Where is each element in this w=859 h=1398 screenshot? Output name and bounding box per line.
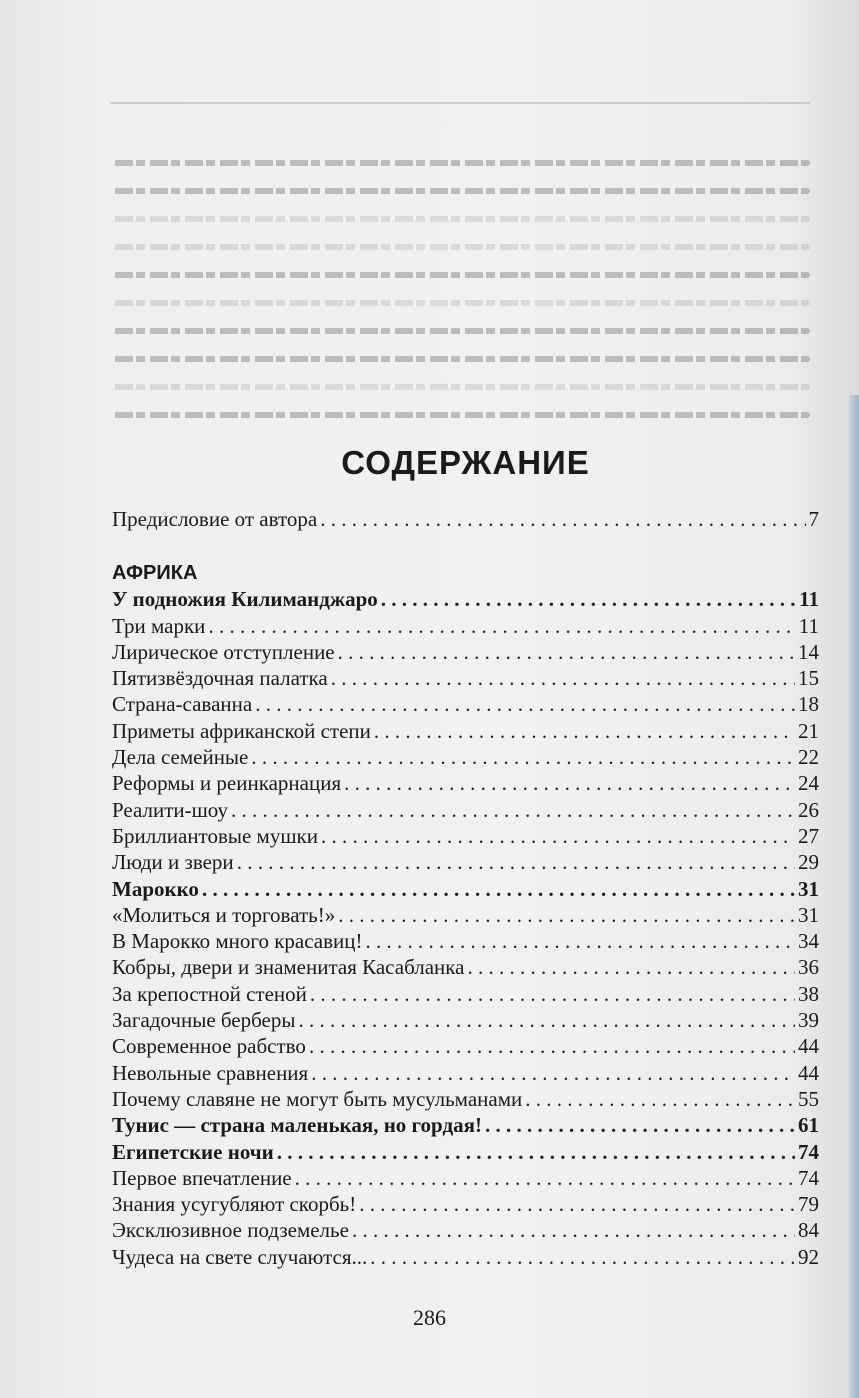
show-through-header	[110, 78, 810, 104]
toc-entry-page: 55	[798, 1086, 819, 1111]
toc-entry-title: Эксклюзивное подземелье	[112, 1218, 349, 1243]
dot-leader	[525, 1086, 795, 1112]
toc-entry-page: 7	[808, 507, 819, 531]
toc-entry-title: Предисловие от автора	[112, 507, 318, 531]
dot-leader	[231, 797, 795, 823]
toc-entry	[112, 744, 819, 770]
toc-entry-title: Знания усугубляют скорбь!	[112, 1192, 357, 1217]
toc-entry	[112, 981, 819, 1007]
dot-leader	[295, 1165, 795, 1191]
dot-leader	[311, 1060, 795, 1086]
toc-entry-title: Реалити-шоу	[112, 797, 228, 822]
toc-entry	[112, 823, 819, 849]
toc-entry-page: 27	[798, 823, 819, 848]
toc-entry-page: 29	[798, 850, 819, 875]
toc-entry	[112, 1060, 819, 1086]
toc-entry-page: 26	[798, 797, 819, 822]
dot-leader	[251, 744, 795, 770]
dot-leader	[309, 1033, 795, 1059]
section-heading-africa: АФРИКА	[112, 562, 198, 585]
toc-entry-page: 31	[798, 902, 819, 927]
toc-entry-title: Кобры, двери и знаменитая Касабланка	[112, 955, 465, 980]
toc-entry	[112, 639, 819, 665]
toc-entry-title: Дела семейные	[112, 745, 249, 770]
toc-entry-page: 21	[798, 718, 819, 743]
toc-entry	[112, 1112, 819, 1138]
show-through-line	[110, 272, 810, 278]
toc-entry	[112, 797, 819, 823]
toc-entry-page: 34	[798, 929, 819, 954]
toc-entry-page: 92	[798, 1244, 819, 1269]
toc-entry-page: 11	[799, 587, 819, 612]
dot-leader	[485, 1112, 795, 1138]
toc-entry	[112, 954, 819, 980]
toc-entry-title: Почему славяне не могут быть мусульманами	[112, 1086, 523, 1111]
toc-entry-title: Загадочные берберы	[112, 1008, 296, 1033]
toc-entry-page: 39	[798, 1008, 819, 1033]
toc-entry	[112, 691, 819, 717]
dot-leader	[338, 639, 795, 665]
toc-entry-title: Современное рабство	[112, 1034, 306, 1059]
show-through-line	[110, 412, 810, 418]
toc-entry-title: Лирическое отступление	[112, 639, 335, 664]
dot-leader	[381, 586, 796, 612]
toc-entry	[112, 849, 819, 875]
toc-entry-page: 84	[798, 1218, 819, 1243]
toc-entry	[112, 718, 819, 744]
toc-entry-page: 36	[798, 955, 819, 980]
toc-entry-preface	[112, 506, 819, 532]
toc-entry	[112, 1165, 819, 1191]
dot-leader	[352, 1217, 795, 1243]
toc-entry	[112, 613, 819, 639]
dot-leader	[359, 1191, 795, 1217]
show-through-line	[110, 160, 810, 166]
toc-entry-page: 31	[798, 876, 819, 901]
toc-title: СОДЕРЖАНИЕ	[341, 444, 590, 481]
toc-entry-page: 15	[798, 666, 819, 691]
toc-entry-title: Бриллиантовые мушки	[112, 823, 318, 848]
toc-entry-title: Тунис — страна маленькая, но гордая!	[112, 1113, 482, 1138]
show-through-line	[110, 328, 810, 334]
toc-entry-page: 18	[798, 692, 819, 717]
toc-entry-title: За крепостной стеной	[112, 981, 307, 1006]
show-through-line	[110, 384, 810, 390]
toc-entry-page: 74	[798, 1139, 819, 1164]
toc-entry-title: Невольные сравнения	[112, 1060, 309, 1085]
toc-entry-list	[112, 586, 819, 1270]
toc-entry-page: 24	[798, 771, 819, 796]
dot-leader	[237, 849, 795, 875]
toc-entry	[112, 928, 819, 954]
toc-entry	[112, 1191, 819, 1217]
table-of-contents	[112, 440, 819, 1270]
toc-entry-page: 22	[798, 745, 819, 770]
toc-entry	[112, 770, 819, 796]
toc-entry-title: В Марокко много красавиц!	[112, 929, 363, 954]
show-through-line	[110, 216, 810, 222]
toc-entry-title: Приметы африканской степи	[112, 718, 371, 743]
dot-leader	[331, 665, 795, 691]
show-through-heading	[110, 104, 810, 138]
toc-entry-page: 74	[798, 1165, 819, 1190]
toc-entry	[112, 1086, 819, 1112]
show-through-line	[110, 356, 810, 362]
toc-entry	[112, 1139, 819, 1165]
dot-leader	[320, 506, 805, 532]
toc-entry-title: Люди и звери	[112, 850, 234, 875]
page-number: 286	[413, 1305, 446, 1330]
dot-leader	[370, 1244, 795, 1270]
toc-entry-title: Реформы и реинкарнация	[112, 771, 342, 796]
toc-entry	[112, 586, 819, 612]
toc-entry	[112, 902, 819, 928]
toc-entry-page: 11	[798, 613, 819, 638]
toc-entry-page: 44	[798, 1060, 819, 1085]
dot-leader	[321, 823, 795, 849]
dot-leader	[202, 876, 795, 902]
show-through-line	[110, 300, 810, 306]
dot-leader	[310, 981, 795, 1007]
page-edge-shadow	[849, 395, 859, 1398]
toc-entry-title: «Молиться и торговать!»	[112, 902, 336, 927]
dot-leader	[277, 1139, 795, 1165]
toc-entry	[112, 876, 819, 902]
toc-entry-title: У подножия Килиманджаро	[112, 587, 378, 612]
show-through-line	[110, 188, 810, 194]
dot-leader	[344, 770, 795, 796]
toc-entry-title: Три марки	[112, 613, 206, 638]
toc-entry	[112, 1007, 819, 1033]
toc-entry	[112, 1244, 819, 1270]
toc-entry-page: 79	[798, 1192, 819, 1217]
dot-leader	[468, 954, 796, 980]
dot-leader	[366, 928, 795, 954]
toc-entry-page: 38	[798, 981, 819, 1006]
dot-leader	[338, 902, 795, 928]
toc-entry-title: Чудеса на свете случаются...	[112, 1244, 368, 1269]
show-through-line	[110, 244, 810, 250]
dot-leader	[255, 691, 795, 717]
toc-entry-page: 14	[798, 639, 819, 664]
toc-entry-title: Пятизвёздочная палатка	[112, 666, 328, 691]
toc-entry-page: 44	[798, 1034, 819, 1059]
toc-entry-title: Марокко	[112, 876, 199, 901]
toc-entry-title: Египетские ночи	[112, 1139, 274, 1164]
show-through-text	[110, 78, 810, 418]
toc-entry	[112, 1033, 819, 1059]
dot-leader	[374, 718, 795, 744]
toc-entry-page: 61	[798, 1113, 819, 1138]
toc-entry-title: Первое впечатление	[112, 1165, 292, 1190]
dot-leader	[208, 613, 795, 639]
dot-leader	[298, 1007, 795, 1033]
toc-entry-title: Страна-саванна	[112, 692, 253, 717]
toc-entry	[112, 1217, 819, 1243]
toc-entry	[112, 665, 819, 691]
